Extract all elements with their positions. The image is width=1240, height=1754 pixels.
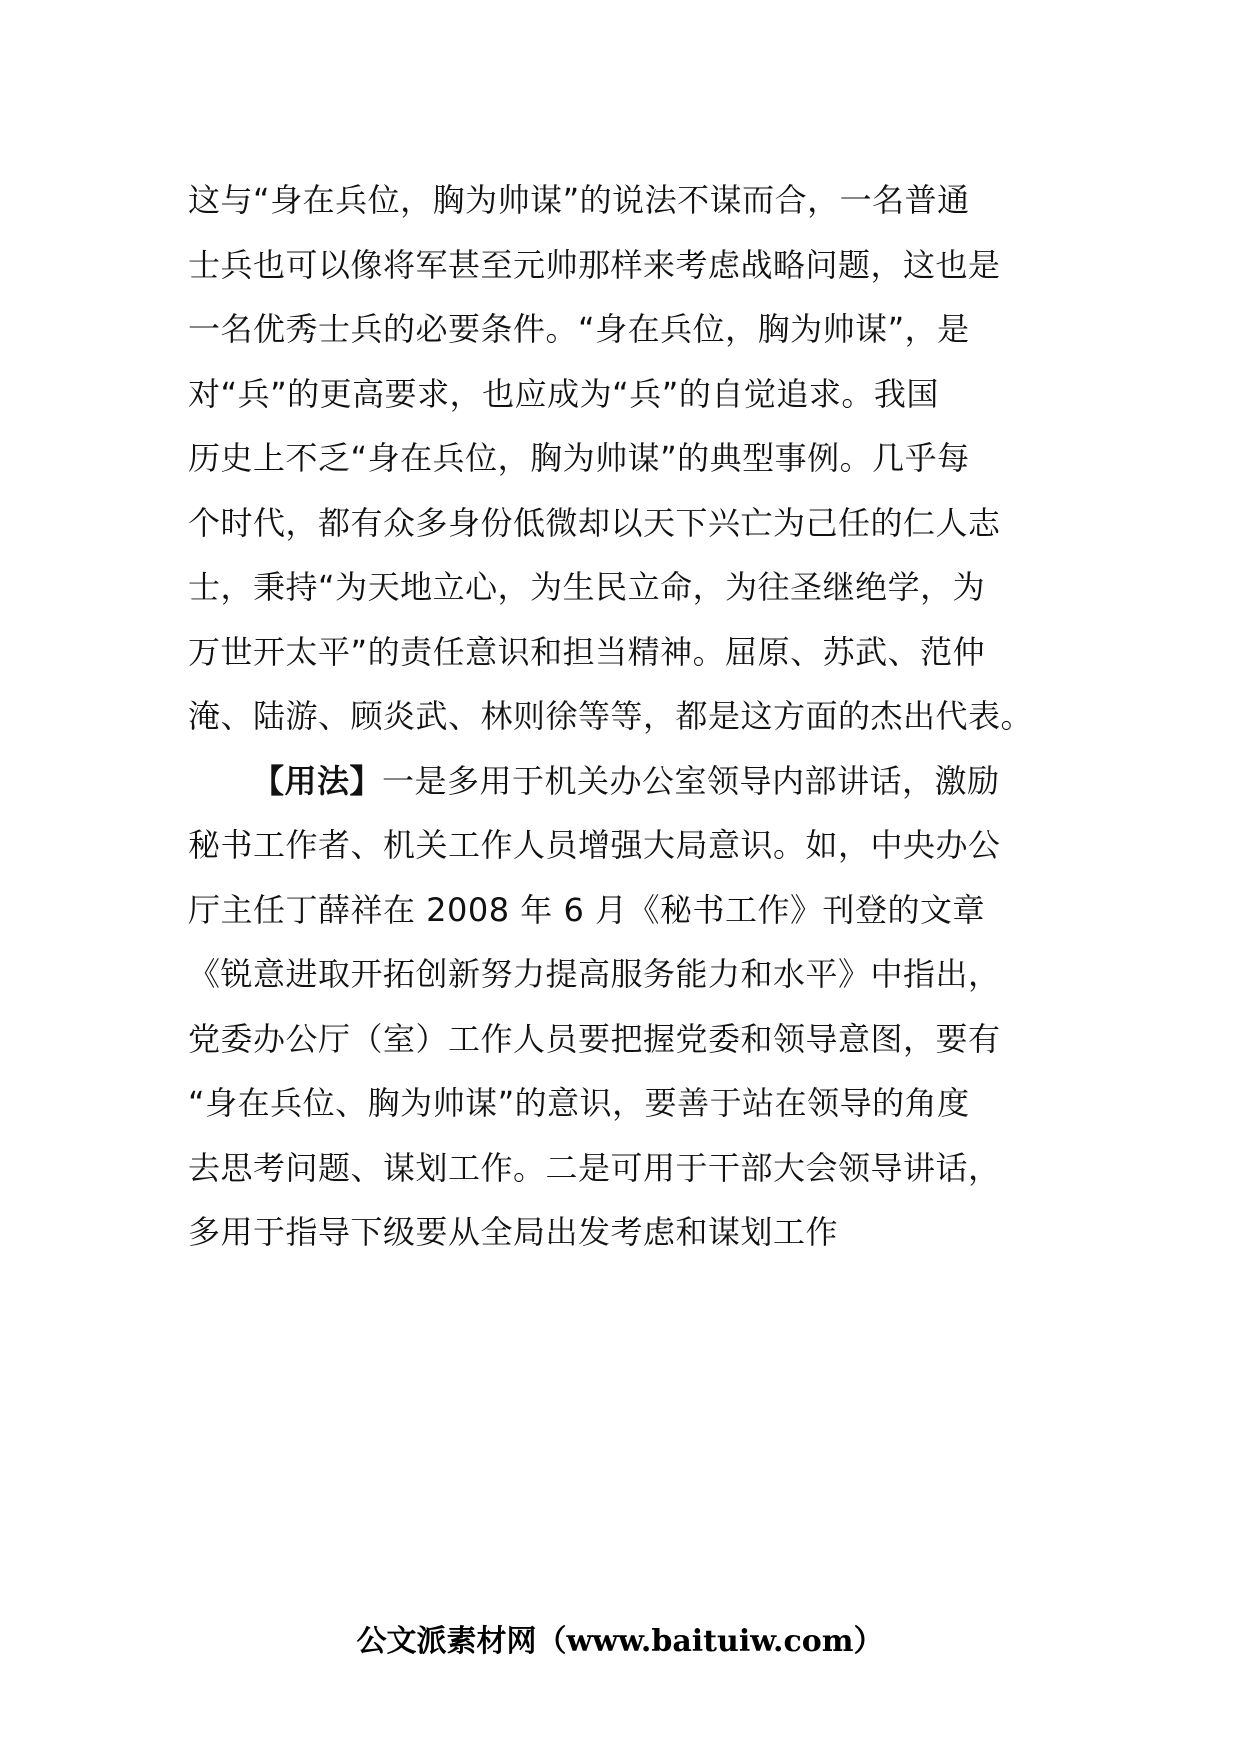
text-line: 多用于指导下级要从全局出发考虑和谋划工作 (188, 1213, 839, 1251)
text-line: 一名优秀士兵的必要条件。“身在兵位，胸为帅谋”，是 (188, 310, 970, 348)
text-line: 这与“身在兵位，胸为帅谋”的说法不谋而合，一名普通 (188, 181, 970, 219)
text-line: 党委办公厅（室）工作人员要把握党委和领导意图，要有 (188, 1019, 1001, 1058)
text-line: 历史上不乏“身在兵位，胸为帅谋”的典型事例。几乎每 (188, 439, 970, 477)
usage-paragraph-first-line (188, 749, 1060, 814)
text-line: 士，秉持“为天地立心，为生民立命，为往圣继绝学，为 (188, 568, 986, 606)
text-line: 秘书工作者、机关工作人员增强大局意识。如，中央办公 (188, 826, 1001, 864)
body-text (188, 168, 1060, 1265)
text-line: 对“兵”的更高要求，也应成为“兵”的自觉追求。我国 (188, 374, 939, 413)
usage-line-rest: 一是多用于机关办公室领导内部讲话，激励 (382, 761, 1000, 800)
footer-watermark: 公文派素材网（www.baituiw.com） (356, 1624, 884, 1659)
text-line: 个时代，都有众多身份低微却以天下兴亡为己任的仁人志 (188, 503, 1001, 542)
text-line: 《锐意进取开拓创新努力提高服务能力和水平》中指出， (188, 955, 1001, 993)
text-line: 淹、陆游、顾炎武、林则徐等等，都是这方面的杰出代表。 (188, 697, 1034, 735)
text-line: 厅主任丁薛祥在 2008 年 6 月《秘书工作》刊登的文章 (188, 890, 985, 929)
text-line: 士兵也可以像将军甚至元帅那样来考虑战略问题，这也是 (188, 245, 1001, 284)
text-line: “身在兵位、胸为帅谋”的意识，要善于站在领导的角度 (188, 1084, 970, 1122)
usage-label: 【用法】 (252, 761, 383, 800)
text-line: 万世开太平”的责任意识和担当精神。屈原、苏武、范仲 (188, 632, 986, 671)
text-line: 去思考问题、谋划工作。二是可用于干部大会领导讲话， (188, 1148, 1001, 1187)
